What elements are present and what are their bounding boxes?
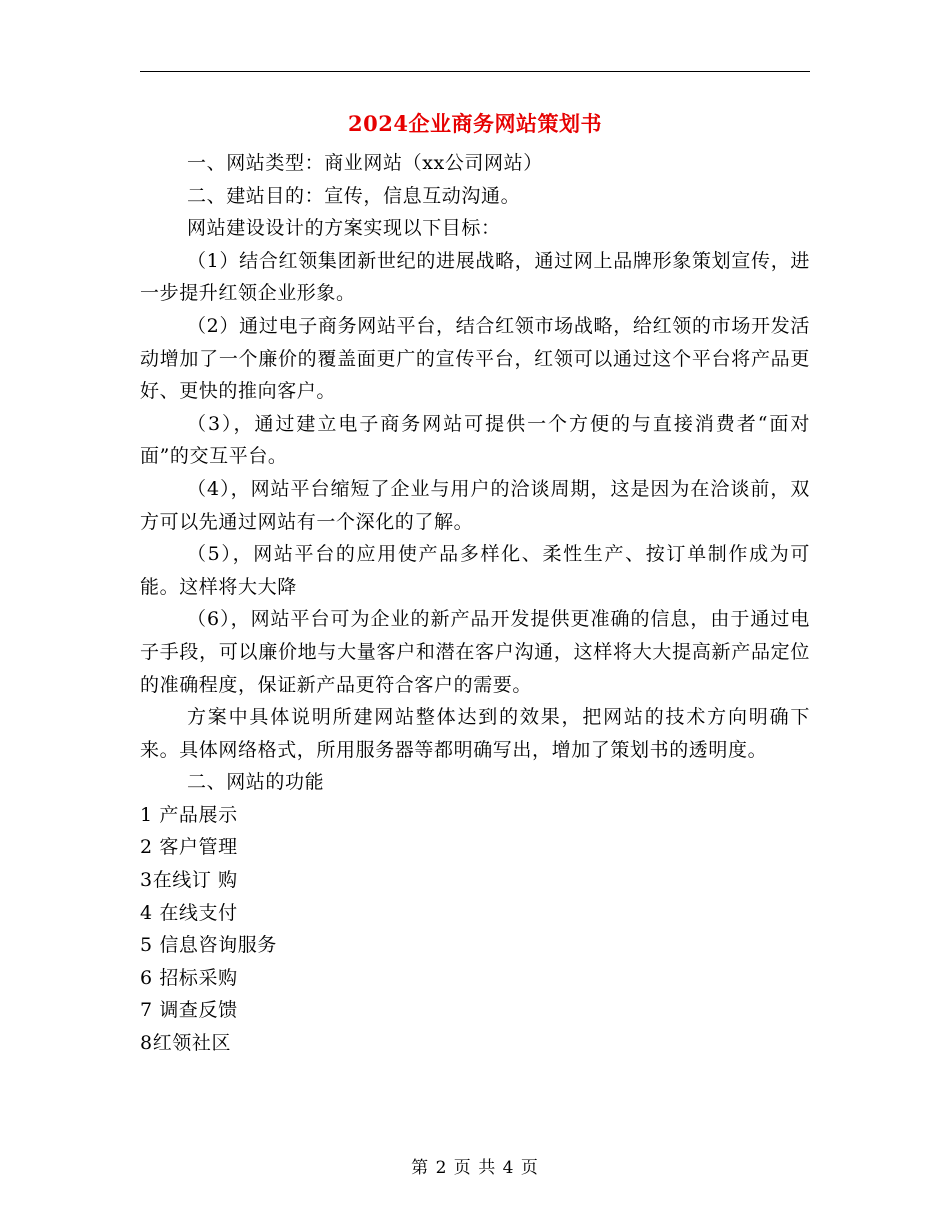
function-list-item: 7 调查反馈 <box>140 999 238 1022</box>
function-list-item: 2 客户管理 <box>140 836 238 859</box>
goal-paragraph: （1）结合红领集团新世纪的进展战略，通过网上品牌形象策划宣传，进一步提升红领企业形象。 <box>140 249 810 305</box>
goal-paragraph: （5），网站平台的应用使产品多样化、柔性生产、按订单制作成为可能。这样将大大降 <box>140 543 810 598</box>
goal-paragraph: （3），通过建立电子商务网站可提供一个方便的与直接消费者“面对面”的交互平台。 <box>140 412 810 468</box>
function-list-item: 3在线订 购 <box>140 869 238 892</box>
document-title: 2024企业商务网站策划书 <box>348 111 602 136</box>
function-list-item: 8红领社区 <box>140 1032 232 1055</box>
function-list-item: 1 产品展示 <box>140 803 238 826</box>
document-body <box>140 147 810 1060</box>
function-list-item: 5 信息咨询服务 <box>140 934 277 957</box>
header-rule <box>140 71 810 72</box>
function-list-item: 4 在线支付 <box>140 901 238 924</box>
goals-intro-line: 网站建设设计的方案实现以下目标： <box>187 217 501 240</box>
goal-paragraph: （4），网站平台缩短了企业与用户的洽谈周期，这是因为在洽谈前，双方可以先通过网站有一个深化的了解。 <box>140 477 810 533</box>
goal-paragraph: （6），网站平台可为企业的新产品开发提供更准确的信息，由于通过电子手段，可以廉价地与大量客户和潜在客户沟通，这样将大大提高新产品定位的准确程度，保证新产品更符合客户的需要。 <box>140 608 810 696</box>
goal-paragraph: （2）通过电子商务网站平台，结合红领市场战略，给红领的市场开发活动增加了一个廉价的覆盖面更广的宣传平台，红领可以通过这个平台将产品更好、更快的推向客户。 <box>140 314 810 403</box>
website-type-line: 一、网站类型：商业网站（xx公司网站） <box>187 152 543 174</box>
function-list-item: 6 招标采购 <box>140 966 238 989</box>
functions-heading: 二、网站的功能 <box>187 771 325 794</box>
summary-paragraph: 方案中具体说明所建网站整体达到的效果，把网站的技术方向明确下来。具体网络格式，所用服务器等都明确写出，增加了策划书的透明度。 <box>140 706 810 761</box>
page-number-footer: 第 2 页 共 4 页 <box>411 1158 539 1178</box>
website-purpose-line: 二、建站目的：宣传，信息互动沟通。 <box>187 184 521 207</box>
